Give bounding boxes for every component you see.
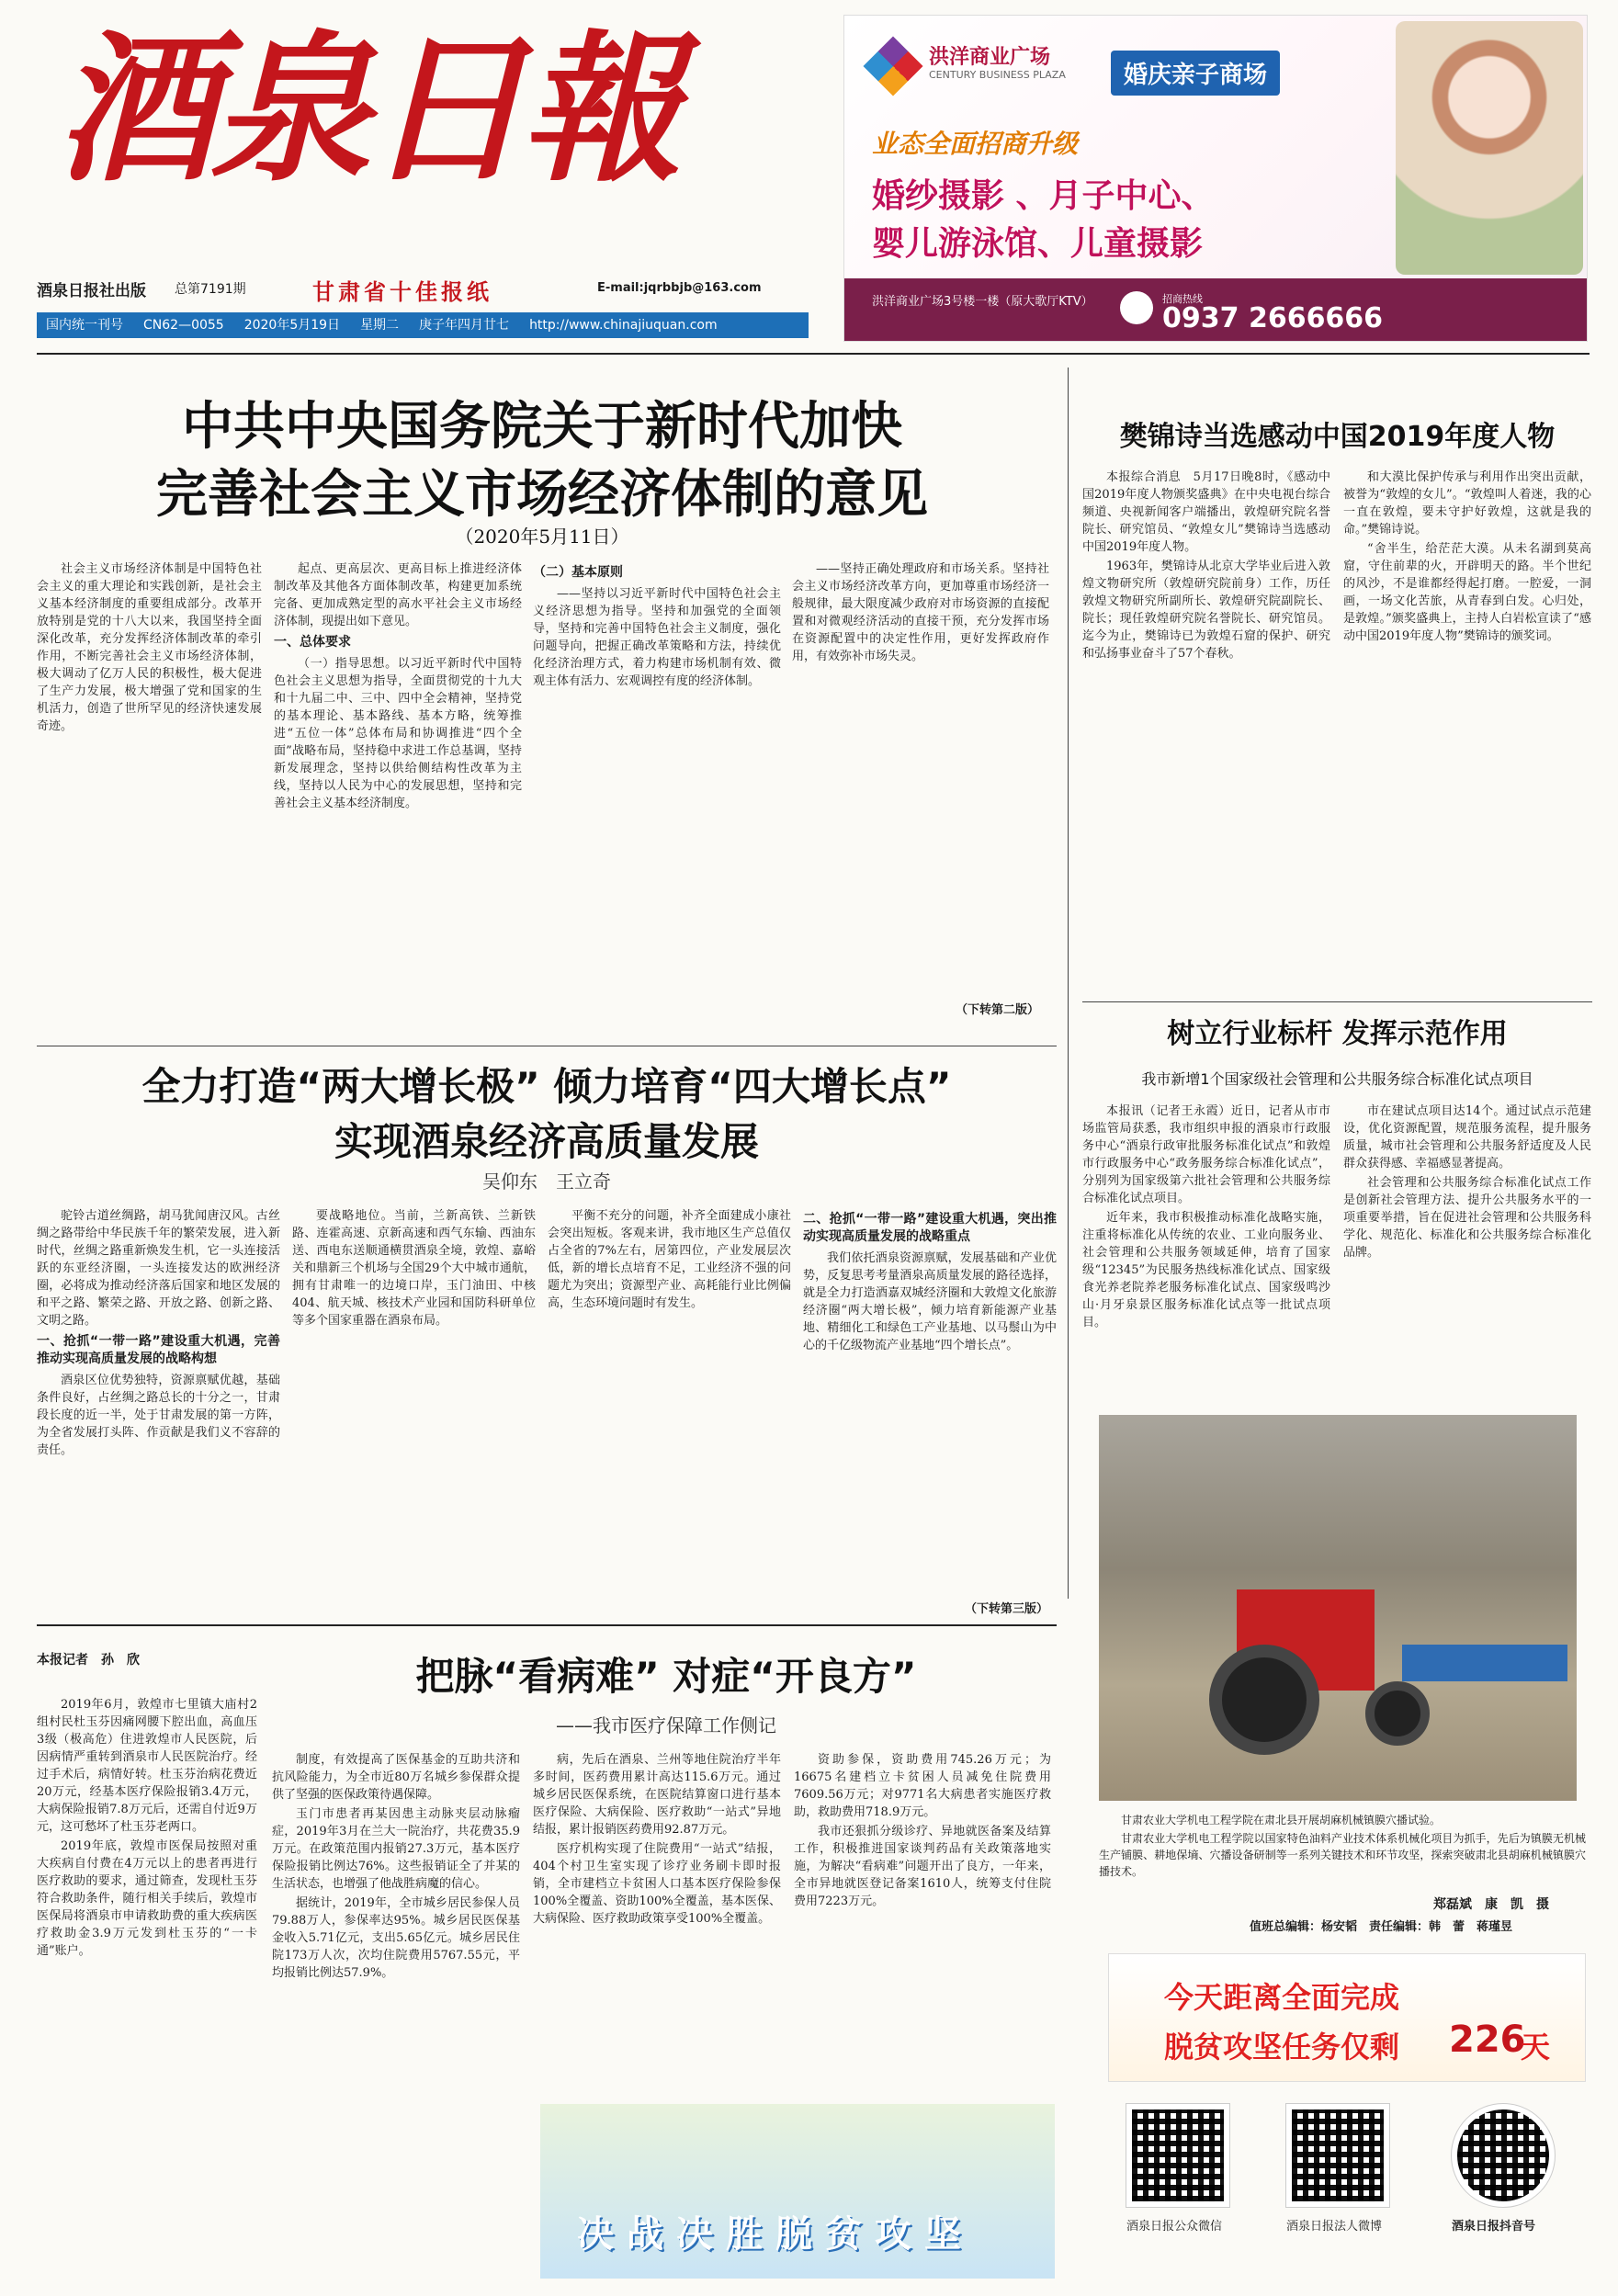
side2-headline: 树立行业标杆 发挥示范作用 bbox=[1167, 1018, 1508, 1050]
masthead bbox=[37, 9, 809, 340]
qr-wechat[interactable] bbox=[1126, 2104, 1229, 2234]
lead-text-4: ——坚持正确处理政府和市场关系。坚持社会主义市场经济改革方向，更加尊重市场经济一般规律，最大限度减少政府对市场资源的直接配置和对微观经济活动的直接干预，充分发挥市场在资源配置中的决定性作用，更好发挥政府作用，有效弥补市场失灵。 bbox=[792, 562, 1049, 663]
qr-wechat-label: 酒泉日报公众微信 bbox=[1126, 2220, 1223, 2234]
feature-text-1b: 酒泉区位优势独特，资源禀赋优越，基础条件良好，占丝绸之路总长的十分之一，甘肃段长度的近一半，处于甘肃发展的第一方阵，为全省发展打头阵、作贡献是我们义不容辞的责任。 bbox=[37, 1374, 280, 1457]
lead-headline-2: 完善社会主义市场经济体制的意见 bbox=[156, 465, 928, 525]
photo-credit: 郑磊斌 康 凯 摄 bbox=[1433, 1897, 1549, 1912]
photo-caption-2: 甘肃农业大学机电工程学院以国家特色油料产业技术体系机械化项目为抓手，先后为镇膜无机械生产铺膜、耕地保墒、穴播设备研制等一系列关键技术和环节攻坚，探索突破肃北县胡麻机械镇膜穴播技术。 bbox=[1099, 1832, 1586, 1878]
qr-weibo[interactable] bbox=[1286, 2104, 1389, 2234]
health-text-2: 制度，有效提高了医保基金的互助共济和抗风险能力，为全市近80万名城乡参保群众提供了坚强的医保政策待遇保障。 bbox=[272, 1753, 520, 1802]
ad-phone-label: 招商热线 bbox=[1162, 293, 1203, 305]
bar-lunar: 庚子年四月廿七 bbox=[419, 318, 510, 333]
qr-douyin-label: 酒泉日报抖音号 bbox=[1452, 2220, 1536, 2234]
side1-text-2: 1963年，樊锦诗从北京大学毕业后进入敦煌文物研究所（敦煌研究院前身）工作，历任敦煌文物研究所副所长、敦煌研究院副院长、院长；现任敦煌研究院名誉院长、研究馆员。迄今为止，樊锦诗已为敦煌石窟的保护、研究和弘扬事业奋斗了57个春秋。 bbox=[1082, 560, 1330, 661]
lead-date: （2020年5月11日） bbox=[455, 526, 629, 548]
ad-address: 洪洋商业广场3号楼一楼（原大歌厅KTV） bbox=[872, 295, 1093, 309]
health-column-4 bbox=[794, 1751, 1051, 2100]
health-column-3 bbox=[533, 1751, 781, 2100]
health-text-3b: 医疗机构实现了住院费用“一站式”结报，404个村卫生室实现了诊疗业务刷卡即时报销，全市建档立卡贫困人口基本医疗保险参保100%全覆盖、资助100%全覆盖，基本医保、大病保险、医疗救助政策享受100%全覆盖。 bbox=[533, 1842, 781, 1926]
tractor-wheel bbox=[1365, 1681, 1430, 1746]
side2-text-4: 社会管理和公共服务综合标准化试点工作是创新社会管理方法、提升公共服务水平的一项重要举措，旨在促进社会管理和公共服务科学化、规范化、标准化和公共服务综合标准化品牌。 bbox=[1343, 1176, 1591, 1260]
side2-column-2 bbox=[1343, 1103, 1591, 1406]
feature-headline-1: 全力打造“两大增长极” 倾力培育“四大增长点” bbox=[141, 1064, 952, 1109]
feature-jump[interactable]: （下转第三版） bbox=[965, 1602, 1049, 1616]
health-text-4: 资助参保，资助费用745.26万元；为16675名建档立卡贫困人员减免住院费用7609.56万元；对9771名大病患者实施医疗救助，救助费用718.9万元。 bbox=[794, 1753, 1051, 1819]
lead-text-1: 社会主义市场经济体制是中国特色社会主义的重大理论和实践创新，是社会主义基本经济制度的重要组成部分。改革开放特别是党的十八大以来，我国坚持全面深化改革，充分发挥经济体制改革的牵引作用，不断完善社会主义市场经济体制，极大调动了亿万人民的积极性，极大促进了生产力发展，极大增强了党和国家的生机活力，创造了世所罕见的经济快速发展奇迹。 bbox=[37, 562, 262, 733]
ad-brand-en: CENTURY BUSINESS PLAZA bbox=[929, 69, 1066, 81]
countdown-unit: 天 bbox=[1521, 2030, 1551, 2064]
countdown-line1: 今天距离全面完成 bbox=[1164, 1980, 1400, 2015]
feature-text-2: 要战略地位。当前，兰新高铁、兰新铁路、连霍高速、京新高速和西气东输、西油东送、西电东送顺通横贯酒泉全境，敦煌、嘉峪关和鼎新三个机场与全国29个大中城市通航，拥有甘肃唯一的边境口岸，玉门油田、中核404、航天城、核技术产业园和国防科研单位等多个国家重器在酒泉布局。 bbox=[292, 1209, 536, 1328]
health-subtitle: ——我市医疗保障工作侧记 bbox=[556, 1714, 776, 1736]
feature-column-3 bbox=[548, 1207, 791, 1612]
qr-code-icon bbox=[1452, 2104, 1555, 2207]
lead-column-4 bbox=[792, 560, 1049, 992]
ad-line2: 婴儿游泳馆、儿童摄影 bbox=[872, 225, 1204, 263]
feature-text-3: 平衡不充分的问题，补齐全面建成小康社会突出短板。客观来讲，我市地区生产总值仅占全省的7%左右，居第四位，产业发展层次低，新的增长点培育不足，工业经济不强的问题尤为突出；资源型产业、高耗能行业比例偏高，生态环境问题时有发生。 bbox=[548, 1209, 791, 1310]
feature-byline: 吴仰东 王立奇 bbox=[482, 1171, 611, 1193]
campaign-banner bbox=[540, 2104, 1055, 2279]
qr-douyin[interactable] bbox=[1452, 2104, 1555, 2234]
bar-weekday: 星期二 bbox=[360, 318, 400, 333]
ad-brand: 洪洋商业广场 bbox=[929, 46, 1051, 69]
feature-section-2: 二、抢抓“一带一路”建设重大机遇，突出推动实现高质量发展的战略重点 bbox=[803, 1212, 1057, 1244]
side2-column-1 bbox=[1082, 1103, 1330, 1406]
side2-subtitle: 我市新增1个国家级社会管理和公共服务综合标准化试点项目 bbox=[1141, 1070, 1533, 1088]
campaign-banner-text: 决战决胜脱贫攻坚 bbox=[577, 2213, 974, 2256]
ad-phone: 0937 2666666 bbox=[1162, 302, 1384, 334]
ad-slogan: 业态全面招商升级 bbox=[872, 129, 1079, 159]
feature-headline-2: 实现酒泉经济高质量发展 bbox=[334, 1119, 759, 1164]
health-reporter: 本报记者 孙 欣 bbox=[37, 1653, 140, 1668]
lead-column-1 bbox=[37, 560, 262, 1020]
feature-text-4: 我们依托酒泉资源禀赋，发展基础和产业优势，反复思考考量酒泉高质量发展的路径选择，就是全力打造酒嘉双城经济圈和大敦煌文化旅游经济圈“两大增长极”，倾力培育新能源产业基地、精细化工和绿色工产业基地、以马鬃山为中心的千亿级物流产业基地“四个增长点”。 bbox=[803, 1251, 1057, 1352]
brand-logo-icon bbox=[863, 36, 922, 96]
countdown-days: 226 bbox=[1449, 2019, 1526, 2061]
lead-headline-1: 中共中央国务院关于新时代加快 bbox=[182, 397, 902, 457]
health-text-2b: 玉门市患者再某因患主动脉夹层动脉瘤症，2019年3月在兰大一院治疗，共花费35.9万元。在政策范围内报销27.3万元，基本医疗保险报销比例达76%。这些报销证全了并某的生活状态，也增强了他战胜病魔的信心。 bbox=[272, 1807, 520, 1891]
email: E-mail:jqrbbjb@163.com bbox=[597, 281, 762, 295]
lead-text-2b: （一）指导思想。以习近平新时代中国特色社会主义思想为指导，全面贯彻党的十九大和十九届二中、三中、四中全会精神，坚持党的基本理论、基本路线、基本方略，统筹推进“五位一体”总体布局和协调推进“四个全面”战略布局，坚持稳中求进工作总基调，坚持新发展理念，坚持以供给侧结构性改革为主线，坚持以人民为中心的发展思想，坚持和完善社会主义基本经济制度。 bbox=[274, 657, 522, 810]
top-advertisement[interactable] bbox=[843, 15, 1588, 342]
photo-caption-1: 甘肃农业大学机电工程学院在肃北县开展胡麻机械镇膜穴播试验。 bbox=[1121, 1814, 1442, 1827]
lead-section-heading: 一、总体要求 bbox=[274, 635, 351, 650]
lead-text-2: 起点、更高层次、更高目标上推进经济体制改革及其他各方面体制改革，构建更加系统完备、更加成熟定型的高水平社会主义市场经济体制，现提出如下意见。 bbox=[274, 562, 522, 628]
bar-date: 2020年5月19日 bbox=[243, 318, 341, 333]
seeding-machine bbox=[1402, 1645, 1567, 1681]
feature-column-1 bbox=[37, 1207, 280, 1612]
side1-column-1 bbox=[1082, 469, 1330, 983]
health-column-2 bbox=[272, 1751, 520, 2284]
feature-column-4 bbox=[803, 1207, 1057, 1593]
lead-jump[interactable]: （下转第二版） bbox=[956, 1003, 1040, 1017]
countdown-line2: 脱贫攻坚任务仅剩 bbox=[1164, 2030, 1400, 2064]
tractor-photo bbox=[1099, 1415, 1577, 1801]
side1-text-4: “舍半生，给茫茫大漠。从未名湖到莫高窟，守住前辈的火，开辟明天的路。半个世纪的风沙，不是谁都经得起打磨。一腔爱，一洞画，一场文化苦旅，从青春到白发。心归处，是敦煌。”颁奖盛典上，主持人白岩松宣读了“感动中国2019年度人物”樊锦诗的颁奖词。 bbox=[1343, 542, 1591, 643]
honor-label: 甘肃省十佳报纸 bbox=[312, 279, 492, 305]
health-column-1 bbox=[37, 1696, 257, 2284]
editors: 值班总编辑：杨安韬 责任编辑：韩 蕾 蒋瑾昱 bbox=[1250, 1920, 1513, 1934]
photo-caption bbox=[1099, 1812, 1586, 1904]
side1-column-2 bbox=[1343, 469, 1591, 983]
masthead-title: 酒泉日報 bbox=[55, 16, 676, 204]
side2-text-2: 近年来，我市积极推动标准化战略实施，注重将标准化从传统的农业、工业向服务业、社会管理和公共服务领域延伸，培育了国家级“12345”为民服务热线标准化试点、国家级食光养老院养老服务标准化试点、国家级鸣沙山·月牙泉景区服务标准化试点等一批试点项目。 bbox=[1082, 1211, 1330, 1329]
health-text-2c: 据统计，2019年，全市城乡居民参保人员79.88万人，参保率达95%。城乡居民医保基金收入5.71亿元，支出5.65亿元。城乡居民住院173万人次，次均住院费用5767.55元，平均报销比例达57.9%。 bbox=[272, 1896, 520, 1980]
feature-section-1: 一、抢抓“一带一路”建设重大机遇，完善推动实现高质量发展的战略构想 bbox=[37, 1334, 280, 1366]
health-text-3: 病，先后在酒泉、兰州等地住院治疗半年多时间，医药费用累计高达115.6万元。通过城乡居民医保系统，在医院结算窗口进行基本医疗保险、大病保险、医疗救助“一站式”异地结报，累计报销医药费用92.87万元。 bbox=[533, 1753, 781, 1837]
ad-child-photo bbox=[1396, 21, 1583, 275]
divider bbox=[37, 353, 1590, 355]
lead-text-3: ——坚持以习近平新时代中国特色社会主义经济思想为指导。坚持和加强党的全面领导，坚持和完善中国特色社会主义制度，强化问题导向，把握正确改革策略和方法，持续优化经济治理方式，着力构建市场机制有效、微观主体有活力、宏观调控有度的经济体制。 bbox=[533, 587, 781, 688]
lead-column-2 bbox=[274, 560, 522, 1020]
bar-label: 国内统一刊号 bbox=[46, 318, 123, 333]
side2-text-1: 本报讯（记者王永霞）近日，记者从市市场监管局获悉，我市组织申报的酒泉市行政服务中心“酒泉行政审批服务标准化试点”和敦煌市行政服务中心“政务服务综合标准化试点”，分别列为国家级第六批社会管理和公共服务综合标准化试点项目。 bbox=[1082, 1104, 1330, 1205]
side1-text-3: 和大漠比保护传承与利用作出突出贡献，被誉为“敦煌的女儿”。“敦煌叫人着迷，我的心一直在敦煌，要未守护好敦煌，这就是我的命。”樊锦诗说。 bbox=[1343, 470, 1591, 537]
poverty-countdown bbox=[1108, 1953, 1586, 2082]
health-text-1: 2019年6月，敦煌市七里镇大庙村2组村民杜玉芬因痛网腰下腔出血，高血压3级（极高危）住进敦煌市人民医院，后因病情严重转到酒泉市人民医院治疗。经过手术后，病情好转。杜玉芬治病花费近20万元，经基本医疗保险报销3.4万元，大病保险报销7.8万元后，还需自付近9万元，这可愁坏了杜玉芬老两口。 bbox=[37, 1698, 257, 1834]
feature-column-2 bbox=[292, 1207, 536, 1612]
divider bbox=[1082, 1001, 1592, 1002]
side1-headline: 樊锦诗当选感动中国2019年度人物 bbox=[1119, 421, 1556, 453]
bar-url[interactable]: http://www.chinajiuquan.com bbox=[529, 318, 718, 333]
ad-line1: 婚纱摄影 、月子中心、 bbox=[872, 177, 1215, 215]
tractor-wheel bbox=[1209, 1645, 1319, 1755]
masthead-info-bar bbox=[37, 312, 809, 338]
qr-weibo-label: 酒泉日报法人微博 bbox=[1286, 2220, 1383, 2234]
feature-text-1: 驼铃古道丝绸路，胡马犹闻唐汉风。古丝绸之路带给中华民族千年的繁荣发展，进入新时代，丝绸之路重新焕发生机，它一头连接活跃的东亚经济圈，一头连接发达的欧洲经济圈，必将成为推动经济落后国家和地区发展的和平之路、繁荣之路、开放之路、创新之路、文明之路。 bbox=[37, 1209, 280, 1328]
side1-text-1: 本报综合消息 5月17日晚8时，《感动中国2019年度人物颁奖盛典》在中央电视台综合频道、央视新闻客户端播出，敦煌研究院名誉院长、研究馆员、“敦煌女儿”樊锦诗当选感动中国2019年度人物。 bbox=[1082, 470, 1330, 554]
phone-icon bbox=[1120, 291, 1153, 324]
divider bbox=[37, 1624, 1057, 1626]
lead-column-3 bbox=[533, 560, 781, 1020]
publisher: 酒泉日报社出版 bbox=[37, 282, 146, 300]
health-text-1b: 2019年底，敦煌市医保局按照对重大疾病自付费在4万元以上的患者再进行医疗救助的要求，通过筛查，发现杜玉芬符合救助条件，随行相关手续后，敦煌市医保局将酒泉市申请救助费的重大疾病医疗救助金3.9万元发到杜玉芬的“一卡通”账户。 bbox=[37, 1839, 257, 1958]
lead-principles-heading: （二）基本原则 bbox=[533, 565, 623, 580]
health-headline: 把脉“看病难” 对症“开良方” bbox=[415, 1654, 917, 1699]
qr-code-icon bbox=[1286, 2104, 1389, 2207]
issue-number: 总第7191期 bbox=[175, 282, 246, 297]
vertical-rule bbox=[1068, 368, 1069, 1599]
health-text-4b: 我市还狠抓分级诊疗、异地就医备案及结算工作，积极推进国家谈判药品有关政策落地实施，为解决“看病难”问题开出了良方，一年来，全市异地就医登记备案1610人，统筹支付住院费用7223万元。 bbox=[794, 1825, 1051, 1908]
bar-cn: CN62—0055 bbox=[143, 318, 224, 333]
qr-code-icon bbox=[1126, 2104, 1229, 2207]
side2-text-3: 市在建试点项目达14个。通过试点示范建设，优化资源配置，规范服务流程，提升服务质量，城市社会管理和公共服务舒适度及人民群众获得感、幸福感显著提高。 bbox=[1343, 1104, 1591, 1171]
ad-tag: 婚庆亲子商场 bbox=[1111, 51, 1280, 96]
